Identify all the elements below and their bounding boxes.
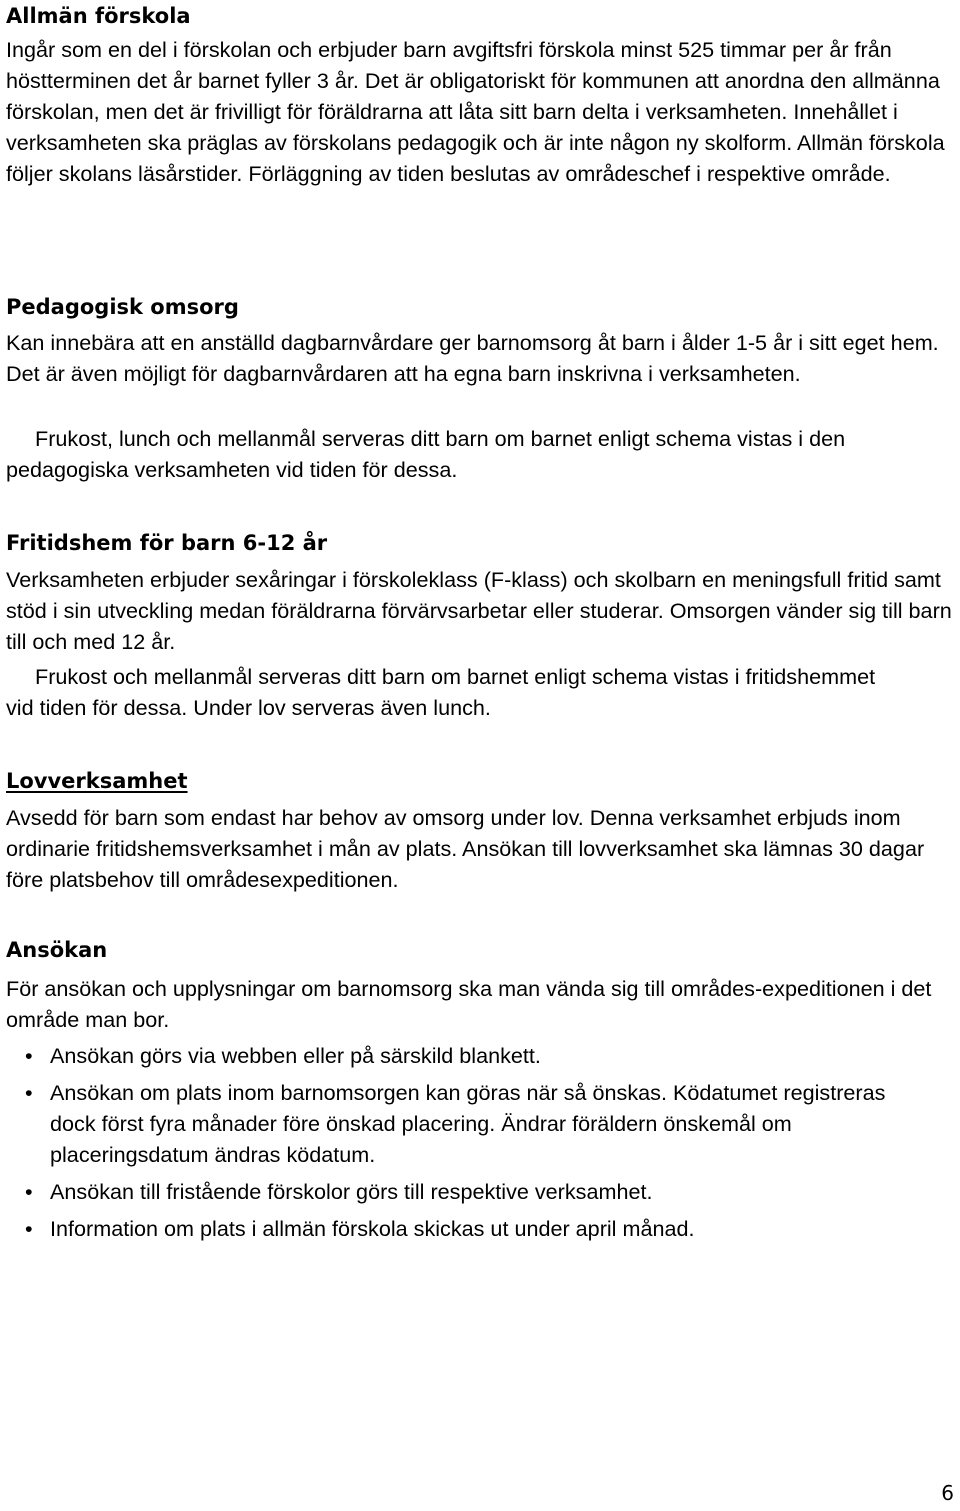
list-item-text: Ansökan om plats inom barnomsorgen kan göras när så önskas. Ködatumet registreras dock först fyra månader före önskad placering. Ändrar föräldern önskemål om placeringsdatum ändras ködatum. bbox=[50, 1080, 886, 1167]
section-heading-lovverksamhet: Lovverksamhet bbox=[6, 769, 188, 793]
paragraph-allman-forskola: Ingår som en del i förskolan och erbjuder barn avgiftsfri förskola minst 525 timmar per år från höstterminen det år barnet fyller 3 år. Det är obligatoriskt för kommunen att anordna den allmänna förskolan, men det är frivilligt för föräldrarna att låta sitt barn delta i verksamheten. Innehållet i verksamheten ska präglas av förskolans pedagogik och är inte någon ny skolform. Allmän förskola följer skolans läsårstider. Förläggning av tiden beslutas av områdeschef i respektive område. bbox=[6, 37, 945, 186]
section-heading-allman-forskola: Allmän förskola bbox=[6, 4, 191, 28]
list-item bbox=[6, 1176, 936, 1207]
list-item bbox=[6, 1213, 936, 1244]
paragraph-fritidshem-2: Frukost och mellanmål serveras ditt barn om barnet enligt schema vistas i fritidshemmet vid tiden för dessa. Under lov serveras även lunch. bbox=[6, 664, 876, 720]
list-item bbox=[6, 1077, 936, 1170]
section-heading-pedagogisk-omsorg: Pedagogisk omsorg bbox=[6, 295, 239, 319]
bullet-icon: • bbox=[25, 1179, 33, 1204]
list-item-text: Ansökan görs via webben eller på särskild blankett. bbox=[50, 1043, 541, 1068]
bullet-icon: • bbox=[25, 1043, 33, 1068]
paragraph-pedagogisk-omsorg-1: Kan innebära att en anställd dagbarnvårdare ger barnomsorg åt barn i ålder 1-5 år i sitt eget hem. Det är även möjligt för dagbarnvårdaren att ha egna barn inskrivna i verksamheten. bbox=[6, 330, 939, 386]
bullet-icon: • bbox=[25, 1080, 33, 1105]
paragraph-ansokan: För ansökan och upplysningar om barnomsorg ska man vända sig till områdes-expeditionen i det område man bor. bbox=[6, 976, 932, 1032]
list-item bbox=[6, 1040, 936, 1071]
paragraph-fritidshem-1: Verksamheten erbjuder sexåringar i förskoleklass (F-klass) och skolbarn en meningsfull fritid samt stöd i sin utveckling medan föräldrarna förvärvsarbetar eller studerar. Omsorgen vänder sig till barn till och med 12 år. bbox=[6, 567, 952, 654]
bullet-icon: • bbox=[25, 1216, 33, 1241]
paragraph-pedagogisk-omsorg-2: Frukost, lunch och mellanmål serveras ditt barn om barnet enligt schema vistas i den pedagogiska verksamheten vid tiden för dessa. bbox=[6, 426, 846, 482]
list-item-text: Ansökan till fristående förskolor görs till respektive verksamhet. bbox=[50, 1179, 653, 1204]
paragraph-lovverksamhet: Avsedd för barn som endast har behov av omsorg under lov. Denna verksamhet erbjuds inom ordinarie fritidshemsverksamhet i mån av plats. Ansökan till lovverksamhet ska lämnas 30 dagar före platsbehov till områdesexpeditionen. bbox=[6, 805, 925, 892]
list-item-text: Information om plats i allmän förskola skickas ut under april månad. bbox=[50, 1216, 695, 1241]
ansokan-bullet-list bbox=[6, 1040, 936, 1244]
page-number: 6 bbox=[941, 1481, 954, 1505]
section-heading-ansokan: Ansökan bbox=[6, 938, 108, 962]
section-heading-fritidshem: Fritidshem för barn 6-12 år bbox=[6, 531, 328, 555]
